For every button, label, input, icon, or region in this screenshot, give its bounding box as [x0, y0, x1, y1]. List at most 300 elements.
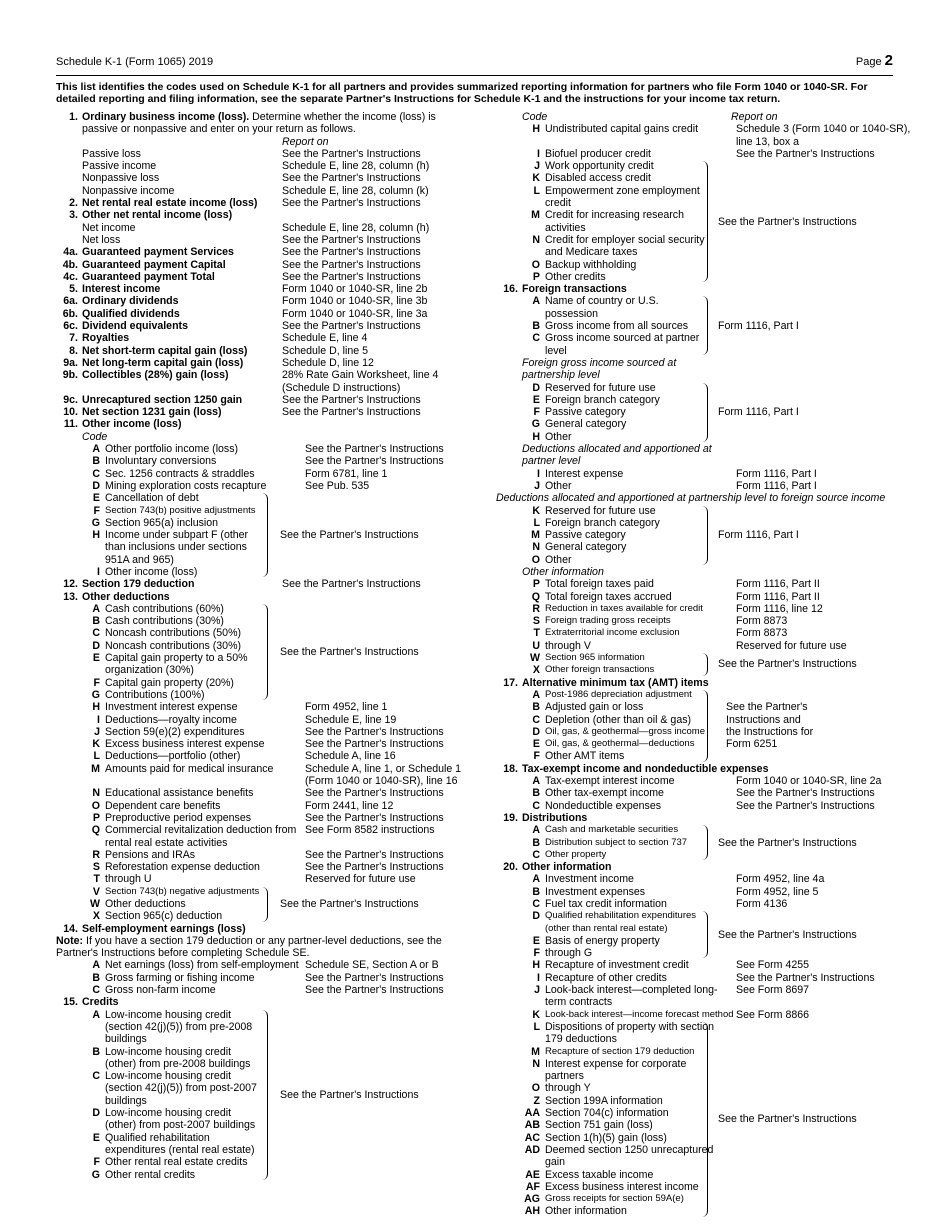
line-row: [56, 418, 466, 430]
code-description: Section 59(e)(2) expenditures: [105, 725, 245, 738]
line-number: 19.: [503, 811, 518, 824]
code-description: through G: [545, 947, 593, 960]
line-17-group: [496, 689, 896, 763]
line-description: Credits: [82, 996, 119, 1009]
code-description: General category: [545, 541, 627, 554]
right-heading: [496, 111, 896, 123]
report-on-value: Schedule A, line 16: [305, 750, 396, 763]
report-on-value: See the Partner's Instructions: [282, 197, 421, 210]
report-on-value: See Pub. 535: [305, 479, 370, 492]
report-on-value: See the Partner's Instructions: [305, 984, 444, 997]
line-number: 9c.: [63, 393, 78, 406]
code-description: Total foreign taxes paid: [545, 578, 654, 591]
code-letter: B: [92, 1045, 100, 1058]
row-description: Net loss: [82, 233, 121, 246]
code-row: [496, 591, 896, 603]
report-on-value: Form 6781, line 1: [305, 467, 388, 480]
group-report-on: Form 1116, Part I: [718, 405, 799, 418]
line-number: 14.: [63, 922, 78, 935]
code-letter: AH: [524, 1205, 540, 1218]
code-letter: E: [532, 738, 540, 751]
code-row: [56, 984, 466, 996]
code-letter: L: [533, 1020, 540, 1033]
line-description: Collectibles (28%) gain (loss): [82, 369, 229, 382]
code-description: Investment income: [545, 873, 634, 886]
code-description: Recapture of other credits: [545, 971, 667, 984]
code-description: Section 704(c) information: [545, 1107, 669, 1120]
code-letter: R: [532, 602, 540, 615]
code-description: Recapture of section 179 deduction: [545, 1045, 695, 1057]
code-letter: C: [532, 799, 540, 812]
line-row: [56, 591, 466, 603]
row-description: Code: [82, 430, 108, 443]
code-description: Cash contributions (30%): [105, 615, 224, 628]
line-description: Interest income: [82, 283, 161, 296]
code-letter: A: [92, 1008, 100, 1021]
line-row: [56, 197, 466, 209]
line-number: 6b.: [62, 307, 78, 320]
report-on-value: the Instructions for: [726, 725, 814, 738]
report-on-value: See the Partner's Instructions: [305, 455, 444, 468]
code-description: Commercial revitalization deduction from rental real estate activities: [105, 824, 297, 849]
code-heading: Code: [522, 111, 548, 123]
line-number: 6a.: [63, 295, 78, 308]
code-description: Passive category: [545, 406, 626, 419]
code-letter: F: [93, 676, 100, 689]
line-description: [82, 111, 442, 136]
code-letter: AF: [525, 1180, 540, 1193]
code-description: Other: [545, 430, 572, 443]
code-letter: A: [532, 688, 540, 701]
line-number: 7.: [69, 332, 78, 345]
line-1: [56, 111, 466, 136]
group-brace: [701, 911, 708, 958]
code-row: [496, 468, 896, 480]
report-on-value: See Form 8697: [736, 984, 810, 997]
code-description: Educational assistance benefits: [105, 787, 254, 800]
code-row: [56, 763, 466, 788]
code-description: Noncash contributions (30%): [105, 639, 242, 652]
line-description: Distributions: [522, 811, 588, 824]
code-letter: P: [532, 270, 540, 283]
line-description: Guaranteed payment Services: [82, 246, 234, 259]
line-text: Determine whether the income (loss) is passive or nonpassive and enter on your return as follows.: [82, 111, 436, 136]
code-letter: G: [91, 688, 100, 701]
report-on-value: See the Partner's Instructions: [305, 811, 444, 824]
code-letter: AA: [524, 1107, 540, 1120]
line-row: [496, 861, 896, 873]
report-on-value: Schedule E, line 28, column (h): [282, 160, 430, 173]
code-letter: X: [532, 664, 540, 677]
report-on-value: See the Partner's Instructions: [305, 443, 444, 456]
report-on-value: Form 4952, line 1: [305, 701, 388, 714]
code-letter: I: [537, 147, 540, 160]
line-number: 18.: [503, 762, 518, 775]
group-report-on: See the Partner's Instructions: [718, 836, 857, 849]
code-letter: H: [92, 701, 100, 714]
code-row: [496, 714, 896, 726]
code-description: Investment expenses: [545, 885, 646, 898]
report-on-value: Schedule D, line 12: [282, 356, 374, 369]
code-letter: B: [92, 615, 100, 628]
group-report-on: See the Partner's Instructions: [718, 215, 857, 228]
report-on-value: Schedule SE, Section A or B: [305, 959, 439, 972]
code-row: [496, 1009, 896, 1021]
code-description: Foreign trading gross receipts: [545, 615, 671, 627]
code-letter: I: [97, 565, 100, 578]
code-description: Amounts paid for medical insurance: [105, 762, 274, 775]
report-on-value: Form 1040 or 1040-SR, line 3b: [282, 295, 428, 308]
code-letter: W: [530, 652, 540, 665]
code-letter: N: [532, 233, 540, 246]
code-letter: C: [532, 713, 540, 726]
code-description: Net earnings (loss) from self-employment: [105, 959, 299, 972]
code-description: Other information: [545, 1205, 627, 1218]
code-row: [56, 714, 466, 726]
code-row: [56, 959, 466, 971]
header-rule: [56, 75, 893, 76]
code-row: [56, 726, 466, 738]
code-description: Disabled access credit: [545, 172, 651, 185]
code-letter: K: [532, 1008, 540, 1021]
code-description: Dependent care benefits: [105, 799, 221, 812]
code-description: Other foreign transactions: [545, 664, 655, 676]
code-description: Work opportunity credit: [545, 160, 654, 173]
code-description: Gross receipts for section 59A(e): [545, 1193, 684, 1205]
report-on-value: See the Partner's Instructions: [282, 578, 421, 591]
code-description: through Y: [545, 1082, 591, 1095]
row-description: Foreign gross income sourced at partnership level: [522, 356, 677, 382]
code-row: [56, 738, 466, 750]
code-description: Gross non-farm income: [105, 984, 216, 997]
code-description: Post-1986 depreciation adjustment: [545, 688, 692, 700]
code-row: [56, 824, 466, 849]
group-report-on: Form 1116, Part I: [718, 528, 799, 541]
report-on-value: Schedule E, line 28, column (k): [282, 184, 429, 197]
report-on-value: See the Partner's Instructions: [282, 246, 421, 259]
code-letter: Q: [531, 590, 540, 603]
code-row: [56, 800, 466, 812]
code-row: [496, 873, 896, 885]
report-on-value: Schedule D, line 5: [282, 344, 368, 357]
code-description: Foreign branch category: [545, 516, 660, 529]
line-description: Other deductions: [82, 590, 170, 603]
report-on-value: Form 6251: [726, 738, 778, 751]
line-number: 9a.: [63, 356, 78, 369]
plain-row: [56, 172, 466, 184]
line-description: Tax-exempt income and nondeductible expenses: [522, 762, 769, 775]
group-report-on: See the Partner's Instructions: [280, 529, 419, 542]
group-report-on: See the Partner's Instructions: [718, 1113, 857, 1126]
report-on-value: See the Partner's Instructions: [282, 270, 421, 283]
code-letter: C: [92, 984, 100, 997]
code-row: [496, 775, 896, 787]
report-on-value: See the Partner's Instructions: [282, 393, 421, 406]
code-letter: G: [91, 516, 100, 529]
code-description: Low-income housing credit (other) from pre-2008 buildings: [105, 1045, 251, 1070]
code-row: [496, 738, 896, 750]
report-on-value: See the Partner's Instructions: [282, 233, 421, 246]
code-row: [496, 959, 896, 971]
report-on-value: See the Partner's Instructions: [736, 147, 875, 160]
line-description: Net long-term capital gain (loss): [82, 356, 244, 369]
plain-row: [56, 185, 466, 197]
code-description: through U: [105, 873, 152, 886]
code-letter: H: [92, 529, 100, 542]
report-on-value: See Form 4255: [736, 959, 810, 972]
code-letter: AC: [524, 1131, 540, 1144]
code-letter: T: [533, 627, 540, 640]
left-column: [56, 111, 466, 1181]
code-description: Foreign branch category: [545, 393, 660, 406]
code-description: Other portfolio income (loss): [105, 443, 239, 456]
code-letter: I: [537, 467, 540, 480]
code-letter: P: [532, 578, 540, 591]
report-on-value: Form 1116, Part I: [736, 479, 817, 492]
line-19-group: [496, 824, 896, 861]
code-row: [56, 812, 466, 824]
code-letter: L: [93, 750, 100, 763]
code-letter: F: [93, 1156, 100, 1169]
code-row: [56, 972, 466, 984]
line-row: [56, 295, 466, 307]
code-description: Adjusted gain or loss: [545, 701, 644, 714]
code-letter: J: [534, 479, 540, 492]
se-note: [56, 935, 464, 960]
code-description: Basis of energy property: [545, 934, 660, 947]
line-number: 1.: [69, 111, 78, 123]
line-number: 6c.: [63, 320, 78, 333]
code-description: Dispositions of property with section 179 deductions: [545, 1020, 714, 1046]
plain-row: [56, 234, 466, 246]
code-description: Passive category: [545, 529, 626, 542]
intro-text: This list identifies the codes used on Schedule K-1 for all partners and provides summarized reporting information for partners who file Form 1040 or 1040-SR. For detailed reporting and filing information, see the separate Partner's Instructions for Schedule K-1 and the instructions for your income tax return.: [56, 81, 868, 105]
report-on-value: Form 4136: [736, 898, 788, 910]
line-description: Section 179 deduction: [82, 578, 195, 591]
line-row: [56, 283, 466, 295]
line-number: 4a.: [63, 246, 78, 259]
line-15-group: [56, 1009, 466, 1181]
group-brace: [701, 506, 708, 565]
code-letter: W: [90, 898, 100, 910]
code-row: [496, 886, 896, 898]
line-description: Ordinary dividends: [82, 295, 179, 308]
code-description: Oil, gas, & geothermal—deductions: [545, 738, 695, 750]
code-description: Investment interest expense: [105, 701, 238, 714]
code-letter: C: [92, 467, 100, 480]
row-description: Passive income: [82, 160, 157, 173]
code-row: [496, 984, 896, 1009]
code-letter: F: [533, 947, 540, 960]
code-letter: B: [532, 701, 540, 714]
report-on-value: Form 8873: [736, 615, 788, 628]
code-letter: G: [91, 1168, 100, 1181]
group-report-on: See the Partner's Instructions: [718, 928, 857, 941]
section-heading: [496, 566, 896, 578]
code-description: Backup withholding: [545, 258, 637, 271]
code-description: Credit for increasing research activities: [545, 209, 684, 234]
report-on-value: See the Partner's Instructions: [305, 787, 444, 800]
code-description: Contributions (100%): [105, 688, 205, 701]
code-description: Gross income from all sources: [545, 320, 689, 333]
code-letter: L: [533, 516, 540, 529]
code-row: [56, 861, 466, 873]
group-brace: [261, 1010, 268, 1180]
code-description: Noncash contributions (50%): [105, 627, 242, 640]
code-description: Other rental real estate credits: [105, 1156, 248, 1169]
line-number: 4c.: [63, 270, 78, 283]
code-letter: S: [92, 861, 100, 874]
group-brace: [701, 653, 708, 676]
code-letter: B: [92, 455, 100, 468]
code-description: Excess business interest income: [545, 1180, 699, 1193]
code-letter: E: [532, 934, 540, 947]
line-number: 11.: [63, 418, 78, 431]
code-row: [56, 455, 466, 467]
report-on-label: Report on: [731, 111, 778, 123]
code-description: Qualified rehabilitation expenditures (other than rental real estate): [545, 910, 697, 934]
code-description: Section 751 gain (loss): [545, 1119, 653, 1132]
line-row: [56, 578, 466, 590]
line-number: 8.: [69, 344, 78, 357]
code-letter: N: [532, 541, 540, 554]
group-report-on: See the Partner's Instructions: [280, 1088, 419, 1101]
code-row: [496, 726, 896, 738]
code-letter: Z: [533, 1094, 540, 1107]
code-description: Cash and marketable securities: [545, 824, 679, 836]
section-heading: [496, 443, 896, 468]
line-11-group: [56, 492, 466, 578]
code-letter: Q: [91, 824, 100, 837]
code-letter: D: [532, 725, 540, 738]
code-description: Other AMT items: [545, 750, 625, 763]
report-on-value: See the Partner's Instructions: [282, 320, 421, 333]
report-on-value: See the Partner's Instructions: [282, 258, 421, 271]
report-on-value: Form 1040 or 1040-SR, line 3a: [282, 307, 428, 320]
code-description: Involuntary conversions: [105, 455, 217, 468]
code-row: [496, 123, 911, 148]
line-row: [56, 259, 466, 271]
report-on-value: Schedule 3 (Form 1040 or 1040-SR), line 13, box a: [736, 123, 911, 148]
code-description: Distribution subject to section 737: [545, 836, 688, 848]
code-letter: O: [531, 553, 540, 566]
code-letter: B: [532, 787, 540, 800]
code-letter: M: [531, 529, 540, 542]
code-row: [496, 787, 896, 799]
line-number: 20.: [503, 861, 518, 874]
code-description: Cash contributions (60%): [105, 602, 224, 615]
code-row: [496, 603, 896, 615]
code-description: Oil, gas, & geothermal—gross income: [545, 725, 705, 737]
code-description: Tax-exempt interest income: [545, 775, 675, 788]
code-row: [56, 873, 466, 885]
code-description: Interest expense for corporate partners: [545, 1057, 687, 1083]
code-letter: A: [532, 873, 540, 886]
code-letter: J: [534, 160, 540, 173]
line-13-group2: [56, 886, 466, 923]
code-letter: A: [532, 824, 540, 837]
report-on-value: See the Partner's Instructions: [305, 738, 444, 751]
code-letter: K: [92, 738, 100, 751]
code-description: Section 965(a) inclusion: [105, 516, 219, 529]
group-brace: [701, 383, 708, 442]
line-description: Self-employment earnings (loss): [82, 922, 246, 935]
code-row: [56, 701, 466, 713]
line-row: [496, 677, 896, 689]
code-description: Other: [545, 553, 572, 566]
code-description: Reforestation expense deduction: [105, 861, 260, 874]
line-row: [56, 271, 466, 283]
form-header: Schedule K-1 (Form 1065) 2019: [56, 56, 214, 68]
report-on-value: Form 1116, Part II: [736, 590, 820, 603]
code-description: Cancellation of debt: [105, 492, 199, 505]
code-row: [56, 468, 466, 480]
line-description: Other information: [522, 861, 612, 874]
code-letter: G: [531, 418, 540, 431]
code-description: Section 965 information: [545, 652, 645, 664]
code-description: Fuel tax credit information: [545, 898, 667, 910]
code-letter: AG: [524, 1193, 540, 1206]
section-heading: Deductions allocated and apportioned at partnership level to foreign source income: [496, 492, 886, 505]
code-letter: A: [532, 775, 540, 788]
report-on-value: See the Partner's Instructions: [305, 725, 444, 738]
report-on-value: See the Partner's Instructions: [305, 861, 444, 874]
code-letter: V: [92, 885, 100, 898]
line-number: 5.: [69, 283, 78, 296]
code-description: Total foreign taxes accrued: [545, 590, 672, 603]
line-description: Foreign transactions: [522, 283, 627, 296]
line-description: Other net rental income (loss): [82, 209, 233, 222]
code-letter: N: [532, 1057, 540, 1070]
group-brace: [701, 690, 708, 762]
code-description: Pensions and IRAs: [105, 848, 196, 861]
row-description: Net income: [82, 221, 136, 234]
line-row: [56, 209, 466, 221]
code-letter: L: [533, 184, 540, 197]
code-description: Section 743(b) negative adjustments: [105, 885, 260, 897]
line-16-g2: [496, 382, 896, 443]
code-description: Other credits: [545, 270, 606, 283]
group-brace: [701, 825, 708, 860]
report-on-value: See the Partner's Instructions: [736, 799, 875, 812]
report-on-value: Schedule E, line 4: [282, 332, 368, 345]
code-description: Reserved for future use: [545, 381, 656, 394]
code-row: [56, 750, 466, 762]
line-row: [56, 308, 466, 320]
report-on-label: Report on: [282, 135, 329, 148]
code-letter: O: [531, 258, 540, 271]
line-number: 4b.: [62, 258, 78, 271]
code-letter: C: [532, 898, 540, 910]
line-number: 13.: [63, 590, 78, 603]
code-letter: D: [92, 479, 100, 492]
code-description: Section 199A information: [545, 1094, 663, 1107]
group-brace: [261, 887, 268, 922]
code-letter: D: [92, 639, 100, 652]
page-number: Page 2: [855, 52, 893, 69]
code-letter: J: [534, 984, 540, 997]
line-description: Net short-term capital gain (loss): [82, 344, 248, 357]
line-description: Qualified dividends: [82, 307, 180, 320]
report-on-value: Form 1116, Part II: [736, 578, 820, 591]
code-description: Empowerment zone employment credit: [545, 184, 700, 210]
code-letter: P: [92, 811, 100, 824]
code-letter: A: [92, 959, 100, 972]
code-letter: T: [93, 873, 100, 886]
code-description: Gross income sourced at partner level: [545, 332, 700, 357]
code-letter: F: [533, 406, 540, 419]
code-letter: H: [532, 959, 540, 972]
